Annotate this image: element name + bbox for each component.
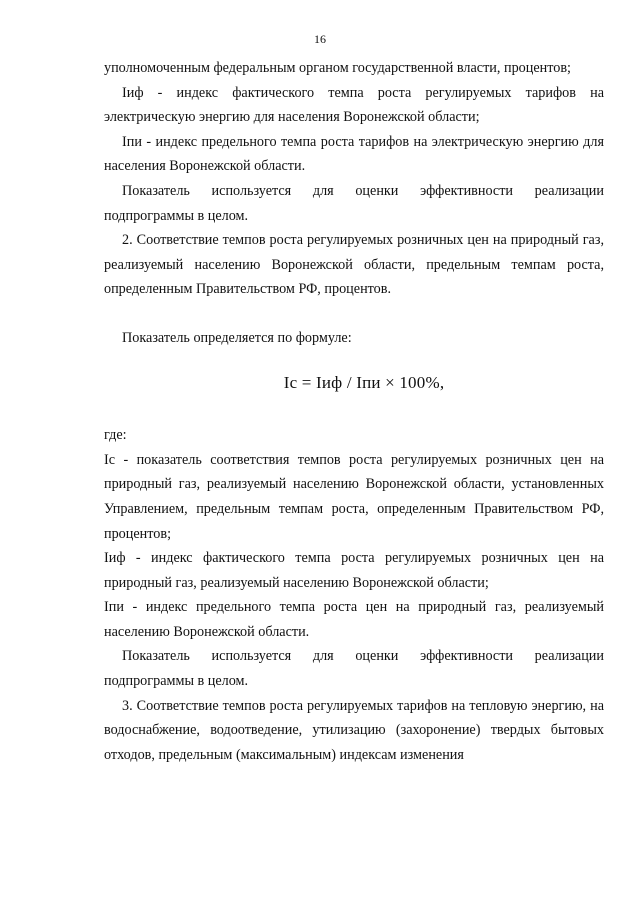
paragraph-iif-gas-definition: Iиф - индекс фактического темпа роста регулируемых розничных цен на природный газ, реализуемый населению Воронежской области;	[104, 550, 604, 591]
paragraph-iif-definition: Iиф - индекс фактического темпа роста регулируемых тарифов на электрическую энергию для населения Воронежской области;	[104, 84, 604, 126]
paragraph-ipi-gas-definition: Iпи - индекс предельного темпа роста цен на природный газ, реализуемый населению Воронежской области.	[104, 599, 604, 640]
paragraph-continuation: уполномоченным федеральным органом государственной власти, процентов;	[104, 60, 571, 76]
document-body	[104, 56, 604, 767]
formula-intro: Показатель определяется по формуле:	[122, 329, 352, 346]
paragraph-indicator-2: 2. Соответствие темпов роста регулируемых розничных цен на природный газ, реализуемый населению Воронежской области, предельным темпам роста, определенным Правительством РФ, процентов.	[104, 232, 604, 298]
paragraph-ipi-definition: Iпи - индекс предельного темпа роста тарифов на электрическую энергию для населения Воронежской области.	[104, 133, 604, 175]
where-label: где:	[104, 427, 127, 444]
formula: Ic = Iиф / Iпи × 100%,	[283, 372, 445, 392]
paragraph-usage-note-2: Показатель используется для оценки эффективности реализации подпрограммы в целом.	[104, 648, 604, 690]
page-number: 16	[314, 32, 326, 46]
paragraph-indicator-3: 3. Соответствие темпов роста регулируемых тарифов на тепловую энергию, на водоснабжение, водоотведение, утилизацию (захоронение) твердых бытовых отходов, предельным (максимальным) индексам изменения	[104, 697, 604, 763]
spacer	[104, 302, 604, 326]
paragraph-usage-note: Показатель используется для оценки эффективности реализации подпрограммы в целом.	[104, 182, 604, 224]
paragraph-ic-definition: Ic - показатель соответствия темпов роста регулируемых розничных цен на природный газ, реализуемый населению Воронежской области, установленных Управлением, предельным темпам роста, определенным Правительством РФ, процентов;	[104, 451, 604, 542]
